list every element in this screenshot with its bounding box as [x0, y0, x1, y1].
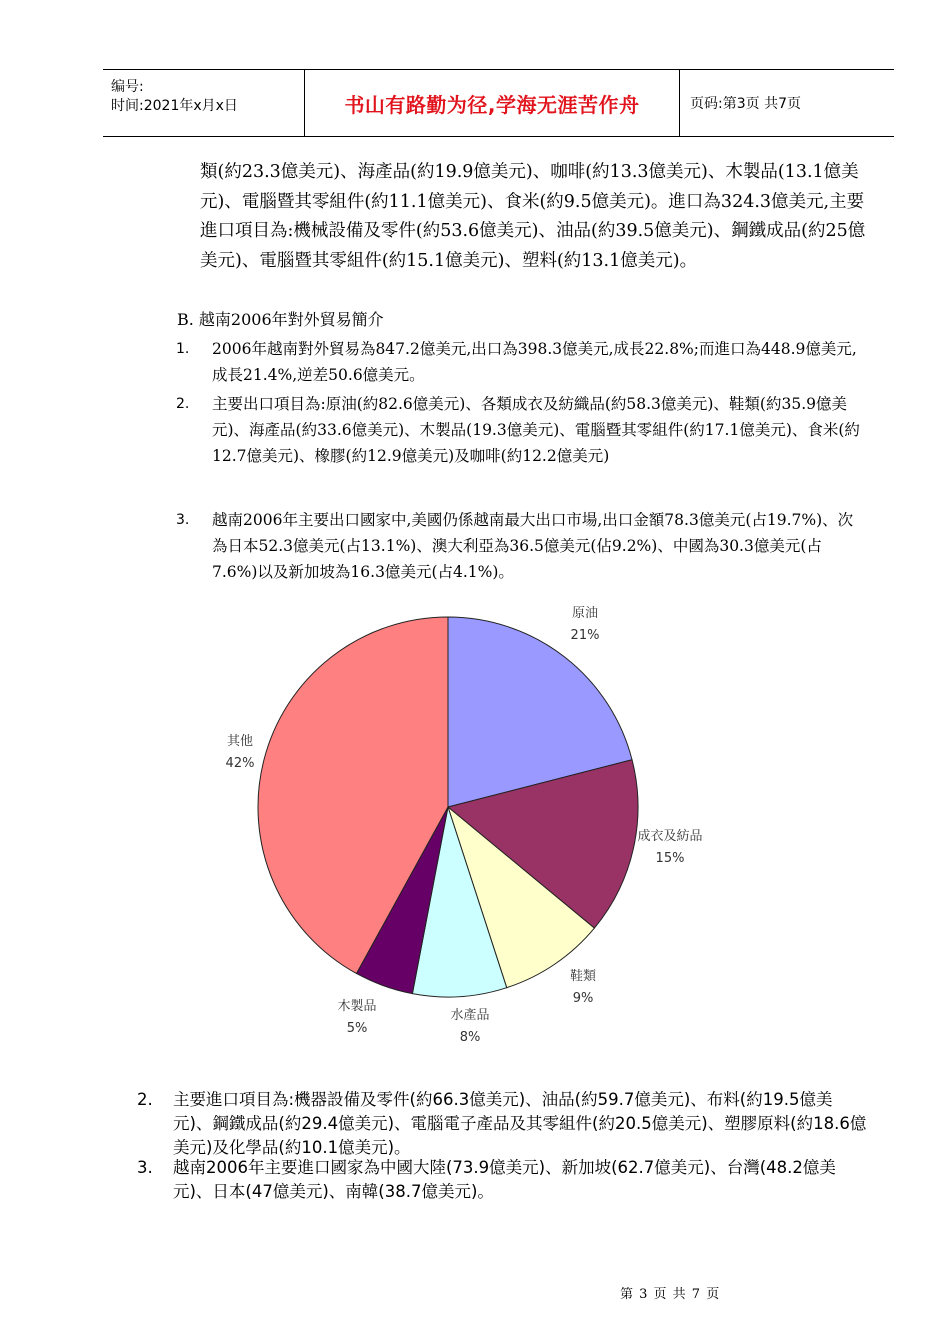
slice-label: 水產品: [450, 1008, 490, 1023]
motto-text: 书山有路勤为径,学海无涯苦作舟: [344, 92, 640, 117]
list-text: 主要出口項目為:原油(約82.6億美元)、各類成衣及紡織品(約58.3億美元)、鞋類(約35.9億美元)、海產品(約33.6億美元)、木製品(19.3億美元)、電腦暨其零組件(約17.1億美元)、食米(約12.7億美元)、橡膠(約12.9億美元)及咖啡(約12.2億美元): [212, 395, 860, 465]
header-info-cell: [103, 70, 304, 136]
page-footer: 第 3 页 共 7 页: [620, 1287, 721, 1302]
slice-label: 原油: [571, 606, 599, 621]
page-number-label: 页码:第3页 共7页: [690, 96, 801, 112]
list-number: 1.: [176, 341, 190, 357]
slice-label: 鞋類: [569, 969, 597, 984]
time-label: 时间:2021年x月x日: [111, 98, 238, 114]
list-text: 主要進口項目為:機器設備及零件(約66.3億美元)、油品(約59.7億美元)、布料(約19.5億美元)、鋼鐵成品(約29.4億美元)、電腦電子產品及其零組件(約20.5億美元)、塑膠原料(約18.6億美元)及化學品(約10.1億美元)。: [173, 1090, 867, 1157]
header-motto-cell: [304, 70, 680, 136]
list-text: 越南2006年主要出口國家中,美國仍係越南最大出口市場,出口金額78.3億美元(占19.7%)、次為日本52.3億美元(占13.1%)、澳大利亞為36.5億美元(佔9.2%)、中國為30.3億美元(占7.6%)以及新加坡為16.3億美元(占4.1%)。: [212, 511, 854, 581]
page-header: [103, 69, 894, 137]
export-pie-chart: [200, 595, 760, 1065]
slice-percent-label: 42%: [225, 756, 255, 771]
intro-paragraph: 類(約23.3億美元)、海產品(約19.9億美元)、咖啡(約13.3億美元)、木製品(13.1億美元)、電腦暨其零組件(約11.1億美元)、食米(約9.5億美元)。進口為324.3億美元,主要進口項目為:機械設備及零件(約53.6億美元)、油品(約39.5億美元)、鋼鐵成品(約25億美元)、電腦暨其零組件(約15.1億美元)、塑料(約13.1億美元)。: [200, 162, 866, 271]
slice-label: 成衣及紡品: [637, 829, 703, 844]
list-number: 3.: [176, 512, 190, 528]
list-number: 2.: [176, 396, 190, 412]
section-b-title: B. 越南2006年對外貿易簡介: [177, 310, 384, 329]
list-number: 3.: [137, 1158, 153, 1177]
slice-percent-label: 8%: [459, 1030, 481, 1045]
header-page-cell: [680, 70, 894, 136]
list-number: 2.: [137, 1090, 153, 1109]
number-label: 编号:: [111, 79, 144, 95]
list-text: 越南2006年主要進口國家為中國大陸(73.9億美元)、新加坡(62.7億美元)、台灣(48.2億美元)、日本(47億美元)、南韓(38.7億美元)。: [173, 1158, 836, 1201]
list-text: 2006年越南對外貿易為847.2億美元,出口為398.3億美元,成長22.8%;而進口為448.9億美元,成長21.4%,逆差50.6億美元。: [212, 340, 857, 384]
slice-percent-label: 5%: [346, 1021, 368, 1036]
slice-label: 其他: [226, 734, 254, 749]
slice-percent-label: 21%: [570, 628, 600, 643]
slice-label: 木製品: [337, 999, 377, 1014]
slice-percent-label: 15%: [655, 851, 685, 866]
slice-percent-label: 9%: [572, 991, 594, 1006]
